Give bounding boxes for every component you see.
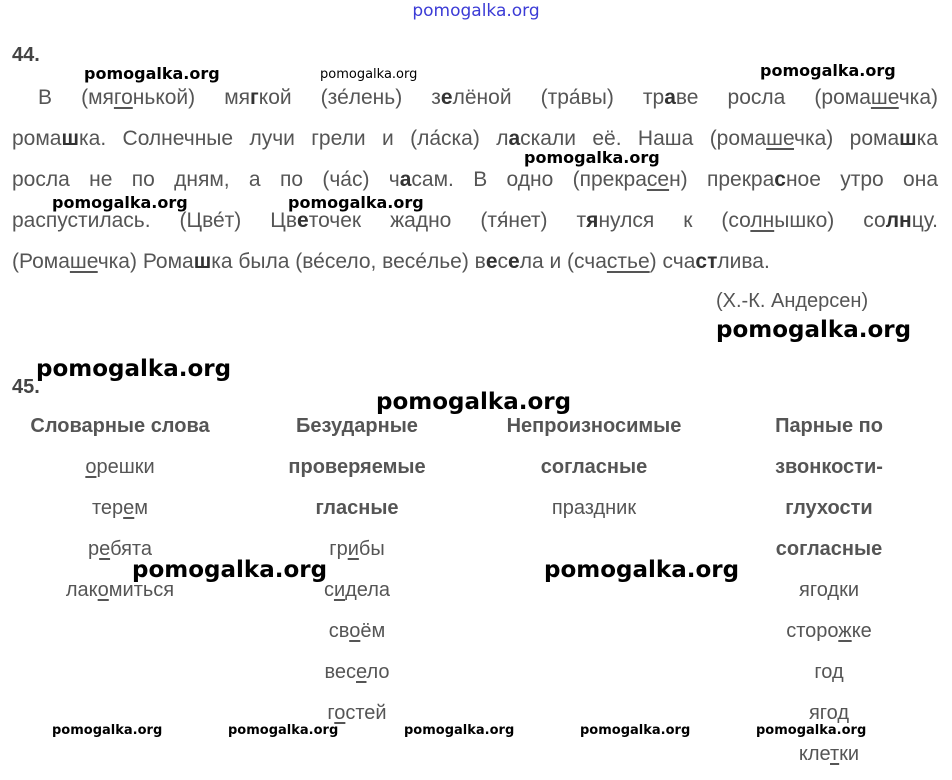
word-item	[2, 447, 238, 488]
watermark: pomogalka.org	[320, 67, 418, 82]
text-segment: ное утро она	[785, 168, 939, 191]
text-segment: нькой) мя	[132, 86, 251, 109]
watermark: pomogalka.org	[760, 61, 896, 80]
underlined-orthogram: ше	[870, 86, 899, 109]
text-segment: чка) рома	[794, 127, 900, 150]
text-segment: го	[814, 661, 832, 683]
text-segment: цу.	[911, 209, 938, 232]
text-segment: ка. Солнечные лучи грели и (ла́ска) л	[79, 127, 509, 150]
text-segment: ки	[839, 579, 859, 601]
watermark: pomogalka.org	[52, 193, 188, 212]
text-segment: сам. В одно (прекра	[411, 168, 647, 191]
text-segment: ник	[605, 497, 637, 519]
underlined-orthogram: е	[123, 497, 135, 519]
text-segment: г	[327, 702, 335, 724]
underlined-orthogram: о	[85, 456, 97, 478]
column-header: Словарные слова	[30, 415, 210, 437]
highlighted-letter: лн	[885, 209, 912, 232]
exercise-45-number: 45.	[12, 376, 40, 398]
text-segment: бы	[358, 538, 385, 560]
text-segment: ём	[360, 620, 386, 642]
highlighted-letter: е	[440, 86, 453, 109]
text-segment: н) прекра	[669, 168, 775, 191]
watermark: pomogalka.org	[228, 723, 339, 738]
highlighted-letter: а	[399, 168, 412, 191]
column-header: глухости	[785, 497, 873, 519]
word-item	[480, 488, 708, 529]
text-segment: скали её. Наша (рома	[520, 127, 767, 150]
highlighted-letter: е	[508, 250, 520, 273]
underlined-orthogram: т	[830, 743, 840, 765]
text-segment: гр	[329, 538, 348, 560]
text-segment: тер	[91, 497, 124, 519]
watermark: pomogalka.org	[544, 557, 740, 583]
text-segment: ве росла (рома	[675, 86, 871, 109]
word-item	[716, 570, 942, 611]
text-segment: (Рома	[12, 250, 70, 273]
watermark: pomogalka.org	[36, 356, 232, 382]
column-header: гласные	[315, 497, 399, 519]
text-segment: р	[88, 538, 100, 560]
text-segment: с	[497, 250, 509, 273]
underlined-orthogram: о	[334, 702, 346, 724]
text-segment: рома	[12, 127, 62, 150]
underlined-orthogram: и	[333, 579, 346, 601]
text-segment: ла и (сча	[519, 250, 607, 273]
text-segment: праз	[551, 497, 594, 519]
underlined-orthogram: д	[593, 497, 606, 519]
column-paired-consonants	[716, 406, 942, 775]
text-segment: кой (зе́лень) з	[258, 86, 441, 109]
underlined-orthogram: стье	[606, 250, 650, 273]
text-segment: В (мя	[38, 86, 114, 109]
word-item	[2, 488, 238, 529]
word-item	[246, 652, 468, 693]
text-segment: точек жадно (тя́нет) т	[308, 209, 587, 232]
highlighted-letter: ш	[899, 127, 917, 150]
column-header: Парные по	[775, 415, 883, 437]
watermark: pomogalka.org	[756, 723, 867, 738]
text-segment: лива.	[717, 250, 770, 273]
text-segment: чка) Рома	[97, 250, 194, 273]
highlighted-letter: с	[774, 168, 786, 191]
text-segment: ки	[839, 743, 860, 765]
watermark: pomogalka.org	[404, 723, 515, 738]
column-header: согласные	[540, 456, 648, 478]
text-segment: нулся к (со	[598, 209, 751, 232]
watermark: pomogalka.org	[288, 193, 424, 212]
text-segment: стей	[345, 702, 387, 724]
author-citation: (Х.-К. Андерсен)	[716, 290, 869, 312]
text-segment: распустилась. (Цве́т) Цв	[12, 209, 297, 232]
text-segment: лак	[65, 579, 98, 601]
underlined-orthogram: д	[837, 702, 850, 724]
underlined-orthogram: д	[827, 579, 840, 601]
column-header: Безударные	[296, 415, 418, 437]
watermark: pomogalka.org	[376, 389, 572, 415]
text-segment: ке	[851, 620, 872, 642]
text-segment: бята	[110, 538, 152, 560]
column-header: проверяемые	[288, 456, 426, 478]
highlighted-letter: ст	[695, 250, 718, 273]
text-segment: ышко) со	[774, 209, 886, 232]
underlined-orthogram: и	[347, 538, 359, 560]
text-segment: с	[323, 579, 334, 601]
watermark: pomogalka.org	[132, 557, 328, 583]
watermark: pomogalka.org	[716, 317, 912, 343]
word-item	[716, 652, 942, 693]
column-silent-consonants	[480, 406, 708, 529]
watermark: pomogalka.org	[52, 723, 163, 738]
text-segment: вес	[324, 661, 357, 683]
header-watermark: pomogalka.org	[412, 1, 540, 21]
text-segment: кле	[798, 743, 830, 765]
ex44-line-2	[12, 118, 938, 159]
underlined-orthogram: го	[113, 86, 133, 109]
text-segment: дела	[345, 579, 391, 601]
highlighted-letter: ш	[61, 127, 79, 150]
text-segment: св	[328, 620, 350, 642]
column-header: согласные	[775, 538, 883, 560]
text-segment: ) сча	[649, 250, 696, 273]
text-segment: м	[134, 497, 149, 519]
text-segment: ло	[366, 661, 390, 683]
column-header: звонкости-	[775, 456, 883, 478]
underlined-orthogram: о	[349, 620, 361, 642]
highlighted-letter: я	[586, 209, 599, 232]
underlined-orthogram: о	[97, 579, 109, 601]
watermark: pomogalka.org	[84, 64, 220, 83]
highlighted-letter: е	[485, 250, 498, 273]
text-segment: росла не по дням, а по (ча́с) ч	[12, 168, 400, 191]
ex44-line-1	[12, 77, 938, 118]
text-segment: лёной (тра́вы) тр	[452, 86, 665, 109]
highlighted-letter: ш	[193, 250, 212, 273]
underlined-orthogram: лн	[750, 209, 775, 232]
text-segment: ка	[916, 127, 938, 150]
word-item	[716, 611, 942, 652]
highlighted-letter: а	[664, 86, 676, 109]
underlined-orthogram: ше	[766, 127, 795, 150]
underlined-orthogram: се	[646, 168, 670, 191]
text-segment: ка была (ве́село, весе́лье) в	[211, 250, 486, 273]
text-segment: миться	[108, 579, 175, 601]
highlighted-letter: г	[250, 86, 259, 109]
text-segment: сторо	[786, 620, 839, 642]
underlined-orthogram: е	[356, 661, 367, 683]
underlined-orthogram: е	[99, 538, 111, 560]
underlined-orthogram: ше	[69, 250, 98, 273]
column-header: Непроизносимые	[506, 415, 682, 437]
word-item	[246, 611, 468, 652]
ex44-line-5	[12, 241, 938, 282]
text-segment: решки	[96, 456, 155, 478]
highlighted-letter: е	[297, 209, 309, 232]
highlighted-letter: а	[508, 127, 521, 150]
text-segment: яго	[808, 702, 838, 724]
text-segment: чка)	[898, 86, 938, 109]
exercise-44-number: 44.	[12, 44, 40, 66]
underlined-orthogram: д	[831, 661, 844, 683]
text-segment: яго	[799, 579, 828, 601]
watermark: pomogalka.org	[524, 148, 660, 167]
underlined-orthogram: ж	[838, 620, 852, 642]
watermark: pomogalka.org	[580, 723, 691, 738]
word-item	[716, 734, 942, 775]
